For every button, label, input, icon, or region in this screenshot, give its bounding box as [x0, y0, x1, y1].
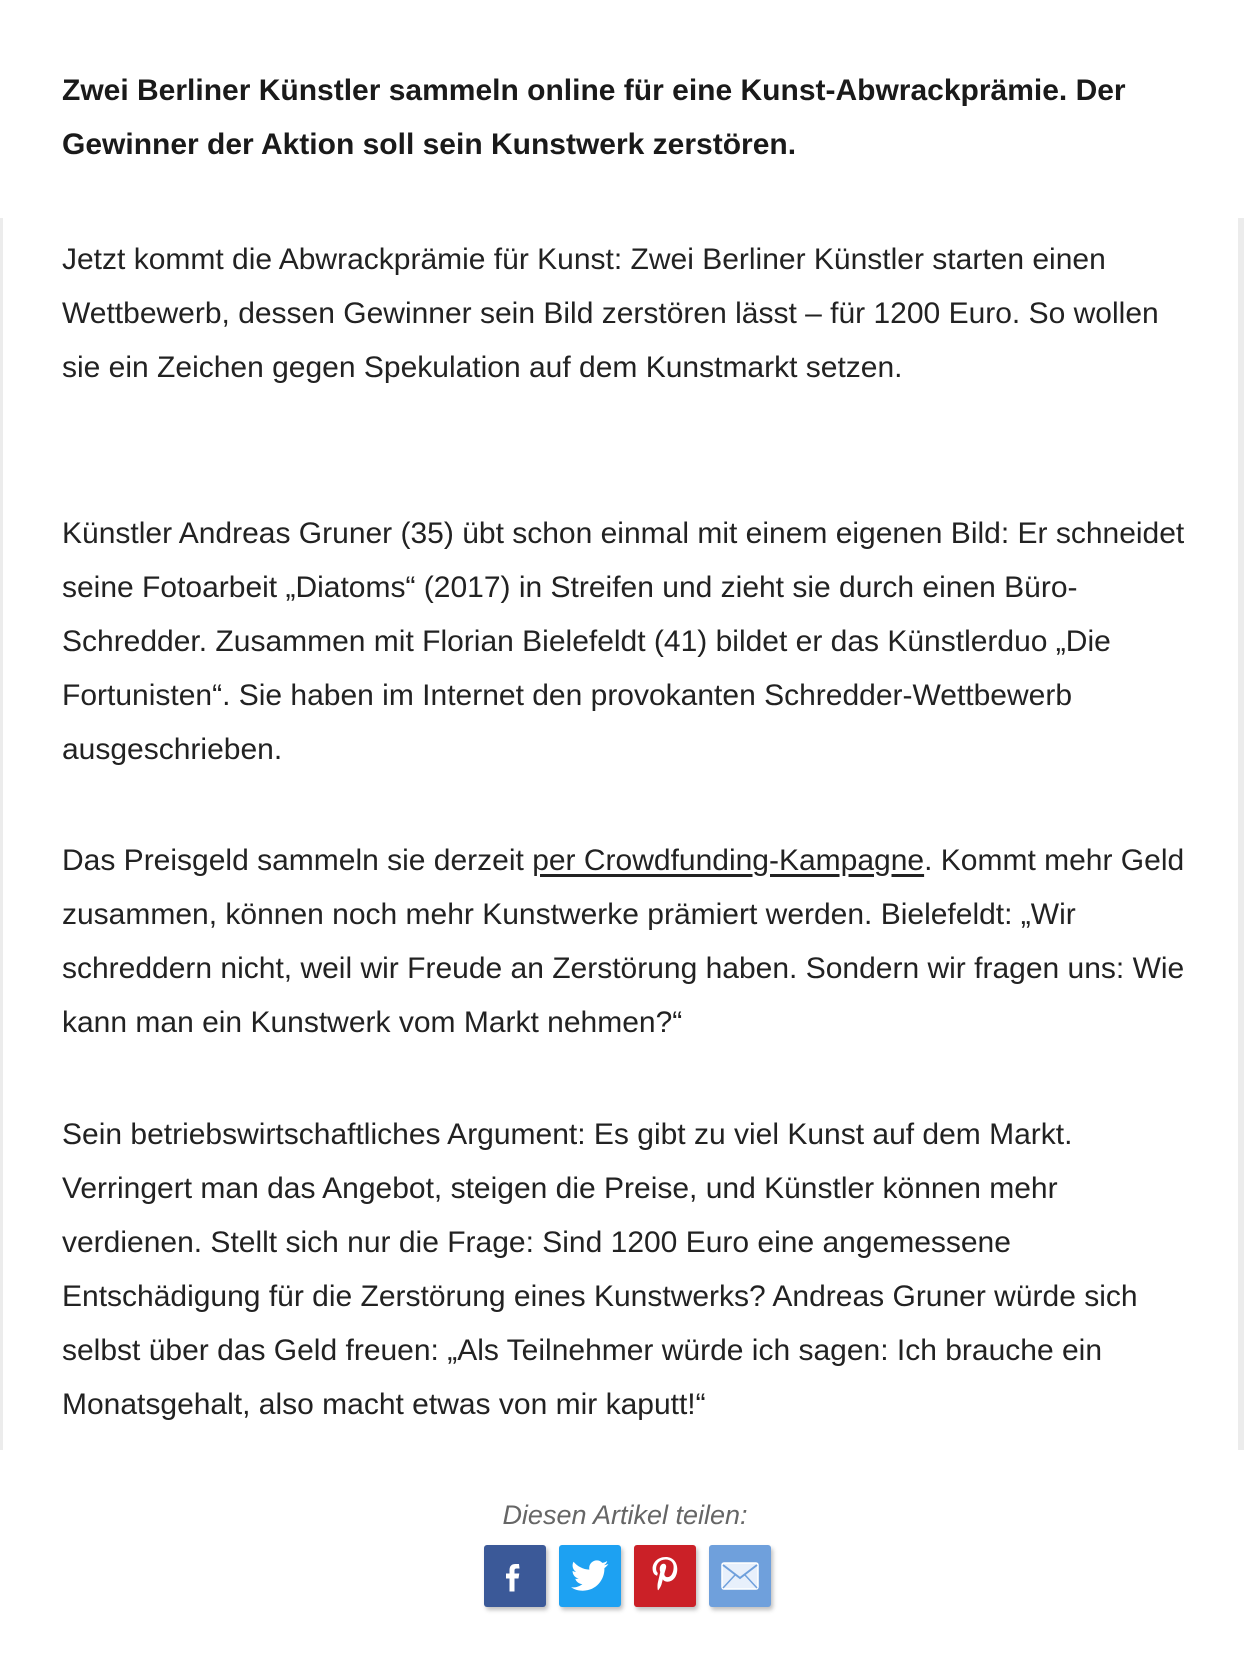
paragraph-4: Sein betriebswirtschaftliches Argument: Es gibt zu viel Kunst auf dem Markt. Verringert man das Angebot, steigen die Preise, und Künstler können mehr verdienen. Stellt sich nur die Frage: Sind 1200 Euro eine angemessene Entschädigung für die Zerstörung eines Kunstwerks? Andreas Gruner würde sich selbst über das Geld freuen: „Als Teilnehmer würde ich sagen: Ich brauche ein Monatsgehalt, also macht etwas von mir kaputt!“ [62, 1118, 1138, 1421]
article-lead: Zwei Berliner Künstler sammeln online für eine Kunst-Abwrackprämie. Der Gewinner der Aktion soll sein Kunstwerk zerstören. [62, 74, 1126, 161]
share-label: Diesen Artikel teilen: [502, 1500, 748, 1530]
pinterest-share-button[interactable] [634, 1545, 696, 1607]
twitter-share-button[interactable] [559, 1545, 621, 1607]
facebook-share-button[interactable] [484, 1545, 546, 1607]
paragraph-2: Künstler Andreas Gruner (35) übt schon einmal mit einem eigenen Bild: Er schneidet seine Fotoarbeit „Diatoms“ (2017) in Streifen und zieht sie durch einen Büro-Schredder. Zusammen mit Florian Bielefeldt (41) bildet er das Künstlerduo „Die Fortunisten“. Sie haben im Internet den provokanten Schredder-Wettbewerb ausgeschrieben. [62, 517, 1185, 766]
paragraph-3 [62, 834, 1192, 1050]
email-icon [721, 1562, 759, 1590]
crowdfunding-link[interactable]: per Crowdfunding-Kampagne [532, 844, 925, 877]
paragraph-3-text-start: Das Preisgeld sammeln sie derzeit [62, 844, 533, 877]
paragraph-3-text-end: . Kommt mehr Geld zusammen, können noch mehr Kunstwerke prämiert werden. Bielefeldt: „Wir schreddern nicht, weil wir Freude an Zerstörung haben. Sondern wir fragen uns: Wie kann man ein Kunstwerk vom Markt nehmen?“ [62, 844, 1185, 1039]
email-share-button[interactable] [709, 1545, 771, 1607]
pinterest-icon [650, 1557, 680, 1595]
share-buttons [484, 1545, 771, 1607]
paragraph-1: Jetzt kommt die Abwrackprämie für Kunst: Zwei Berliner Künstler starten einen Wettbewerb, dessen Gewinner sein Bild zerstören lässt – für 1200 Euro. So wollen sie ein Zeichen gegen Spekulation auf dem Kunstmarkt setzen. [62, 243, 1159, 384]
twitter-icon [571, 1560, 609, 1592]
facebook-icon [500, 1558, 530, 1594]
